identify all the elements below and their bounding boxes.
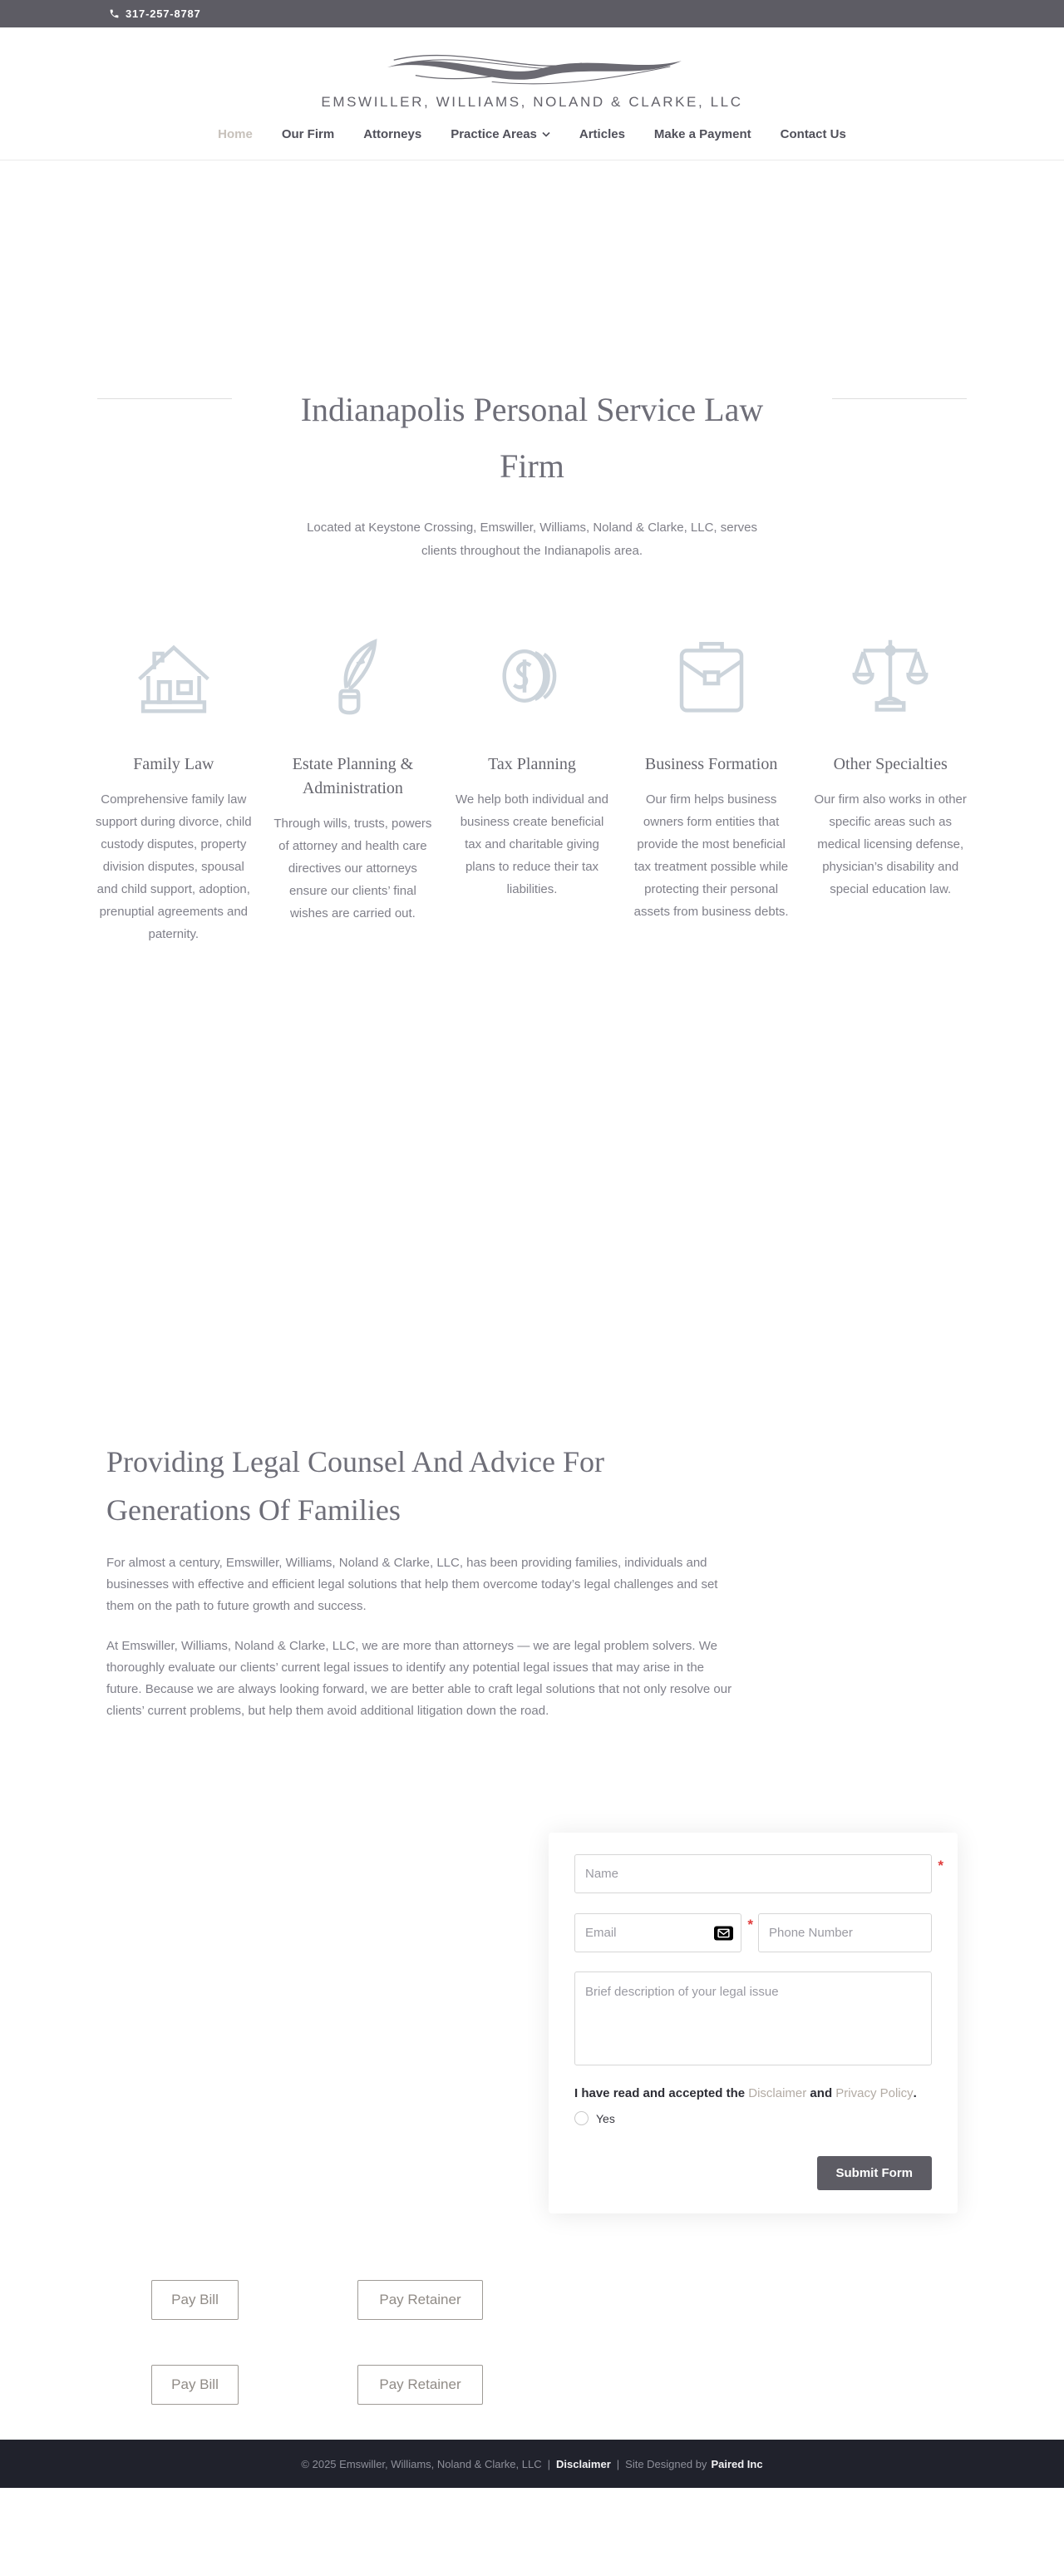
- payments-row-2: [151, 2365, 958, 2405]
- about-paragraph-2: At Emswiller, Williams, Noland & Clarke, LLC, we are more than attorneys — we are legal problem solvers. We thoroughly evaluate our clients’ current legal issues to identify any potential legal issues that may arise in the future. Because we are always looking forward, we are better able to craft legal solutions that not only resolve our clients’ current problems, but help them avoid additional litigation down the road.: [106, 1639, 732, 1718]
- email-field-wrap: [574, 1913, 753, 1952]
- service-title: Tax Planning: [488, 755, 576, 773]
- consent-radio-row: [574, 2111, 932, 2125]
- scales-icon: [837, 631, 943, 721]
- service-title: Family Law: [133, 755, 214, 773]
- service-text: We help both individual and business create beneficial tax and charitable giving plans to reduce their tax liabilities.: [455, 792, 608, 896]
- briefcase-icon: [658, 631, 765, 721]
- nav-item-make-a-payment[interactable]: Make a Payment: [653, 127, 751, 141]
- contact-form-section: [106, 1833, 958, 2213]
- contact-form-card: [549, 1833, 958, 2213]
- service-text: Through wills, trusts, powers of attorney and health care directives our attorneys ensure our clients’ final wishes are carried out.: [273, 817, 432, 920]
- services-row: [93, 631, 971, 945]
- hero-section: [0, 160, 1064, 945]
- footer-separator: |: [616, 2457, 620, 2470]
- required-asterisk: *: [938, 1858, 943, 1873]
- footer-disclaimer-link[interactable]: Disclaimer: [556, 2457, 611, 2470]
- nav-item-contact-us[interactable]: Contact Us: [780, 127, 846, 141]
- page-title: Indianapolis Personal Service Law Firm: [300, 391, 764, 485]
- disclaimer-link[interactable]: Disclaimer: [748, 2086, 807, 2100]
- about-heading: Providing Legal Counsel And Advice For Generations Of Families: [106, 1445, 604, 1527]
- about-paragraph-1: For almost a century, Emswiller, Williams, Noland & Clarke, LLC, has been providing families, individuals and businesses with effective and efficient legal solutions that help them overcome today’s legal challenges and set them on the path to future growth and success.: [106, 1556, 718, 1613]
- coins-icon: [479, 631, 585, 721]
- service-estate-planning: [273, 631, 434, 945]
- hero-divider-left: [97, 398, 232, 399]
- chevron-down-icon: [542, 131, 550, 137]
- consent-statement: [574, 2086, 932, 2100]
- logo-swoosh-icon: [369, 42, 695, 91]
- submit-form-button[interactable]: Submit Form: [817, 2156, 933, 2190]
- name-input[interactable]: [574, 1854, 932, 1893]
- logo[interactable]: [0, 42, 1064, 111]
- hero-subtitle: Located at Keystone Crossing, Emswiller, Williams, Noland & Clarke, LLC, serves clients throughout the Indianapolis area.: [307, 521, 757, 558]
- service-text: Comprehensive family law support during divorce, child custody disputes, property division disputes, spousal and child support, adoption, prenuptial agreements and paternity.: [95, 792, 252, 941]
- pay-bill-button[interactable]: Pay Bill: [151, 2365, 239, 2405]
- phone-icon: [109, 8, 120, 19]
- service-business-formation: [631, 631, 792, 945]
- nav-item-practice-areas-label: Practice Areas: [451, 127, 537, 141]
- about-section: [106, 1438, 958, 1722]
- main-nav: [0, 127, 1064, 160]
- service-title: Business Formation: [644, 755, 778, 773]
- pay-retainer-button[interactable]: Pay Retainer: [357, 2280, 483, 2320]
- pay-bill-button[interactable]: Pay Bill: [151, 2280, 239, 2320]
- consent-middle: and: [806, 2086, 836, 2100]
- quill-icon: [299, 631, 406, 721]
- footer-designer-link[interactable]: Paired Inc: [711, 2457, 763, 2470]
- service-title: Estate Planning & Administration: [292, 755, 414, 797]
- name-field-wrap: [574, 1854, 943, 1893]
- footer-separator: |: [547, 2457, 550, 2470]
- pay-retainer-button[interactable]: Pay Retainer: [357, 2365, 483, 2405]
- consent-radio-label: Yes: [596, 2111, 615, 2125]
- envelope-icon: [714, 1926, 733, 1940]
- nav-item-attorneys[interactable]: Attorneys: [363, 127, 422, 141]
- phone-field-wrap: [758, 1913, 932, 1952]
- consent-prefix: I have read and accepted the: [574, 2086, 749, 2100]
- phone-input[interactable]: [758, 1913, 932, 1952]
- message-textarea[interactable]: [574, 1971, 932, 2065]
- site-header: [0, 27, 1064, 160]
- nav-item-our-firm[interactable]: Our Firm: [281, 127, 335, 141]
- consent-suffix: .: [913, 2086, 917, 2100]
- phone-link[interactable]: [109, 7, 201, 20]
- consent-radio[interactable]: [574, 2111, 589, 2125]
- footer-copyright: © 2025 Emswiller, Williams, Noland & Clarke, LLC: [301, 2457, 542, 2470]
- nav-item-articles[interactable]: Articles: [579, 127, 625, 141]
- nav-item-practice-areas[interactable]: [451, 127, 550, 141]
- service-family-law: [93, 631, 254, 945]
- service-text: Our firm helps business owners form entities that provide the most beneficial tax treatment possible while protecting their personal assets from business debts.: [633, 792, 789, 919]
- service-text: Our firm also works in other specific areas such as medical licensing defense, physician’s disability and special education law.: [814, 792, 967, 896]
- topbar: [0, 0, 1064, 27]
- footer-designed-by: Site Designed by: [625, 2457, 707, 2470]
- site-footer: [0, 2440, 1064, 2488]
- house-icon: [121, 631, 227, 721]
- logo-text: EMSWILLER, WILLIAMS, NOLAND & CLARKE, LLC: [321, 94, 743, 110]
- phone-number: 317-257-8787: [126, 7, 201, 20]
- payments-section: [106, 2280, 958, 2405]
- hero-divider-right: [832, 398, 967, 399]
- privacy-policy-link[interactable]: Privacy Policy: [835, 2086, 914, 2100]
- service-tax-planning: [451, 631, 613, 945]
- service-other-specialties: [810, 631, 971, 945]
- required-asterisk: *: [747, 1917, 753, 1932]
- payments-row-1: [151, 2280, 958, 2320]
- nav-item-home[interactable]: Home: [218, 127, 253, 141]
- service-title: Other Specialties: [833, 755, 948, 773]
